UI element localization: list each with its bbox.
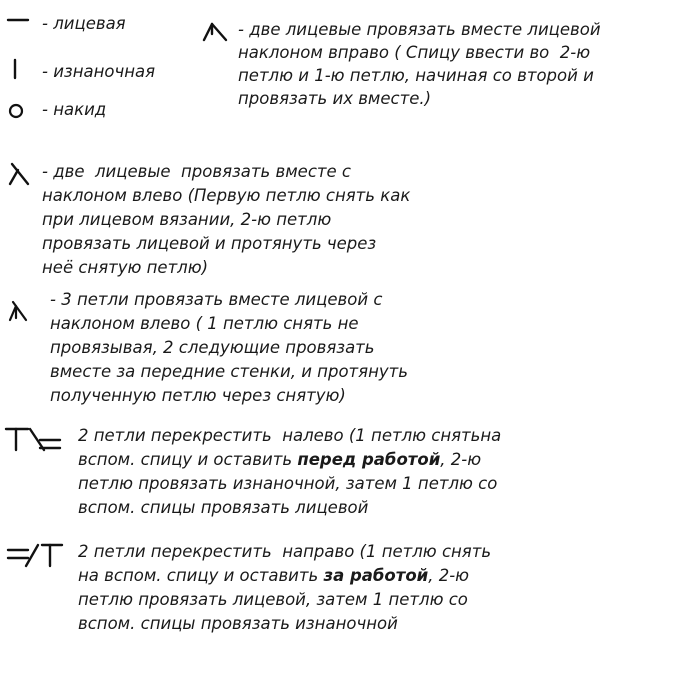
purl-label: - изнаночная (42, 62, 156, 81)
cross-right-line-4: вспом. спицы провязать изнаночной (78, 614, 398, 633)
cross-left-line-2-end: , 2-ю (440, 450, 482, 469)
cross-left-line-1: 2 петли перекрестить налево (1 петлю снятьна (78, 426, 502, 445)
k3tog-left-line-5: полученную петлю через снятую) (50, 386, 346, 405)
k2tog-right-line-4: провязать их вместе.) (238, 89, 432, 108)
cross-left-line-4: вспом. спицы провязать лицевой (78, 498, 369, 517)
k2tog-left-line-3: при лицевом вязании, 2-ю петлю (42, 210, 332, 229)
k3tog-left-line-2: наклоном влево ( 1 петлю снять не (50, 314, 359, 333)
k3tog-left-line-3: провязывая, 2 следующие провязать (50, 338, 375, 357)
cross-left-line-2-start: вспом. спицу и оставить (78, 450, 298, 469)
k3tog-left-line-4: вместе за передние стенки, и протянуть (50, 362, 408, 381)
cross-right-line-2-end: , 2-ю (428, 566, 470, 585)
cross-right-line-3: петлю провязать лицевой, затем 1 петлю со (78, 590, 468, 609)
cross-left-emphasis: перед работой (297, 450, 441, 469)
vertical-bar-icon (9, 58, 21, 80)
cross-right-icon (4, 540, 64, 570)
k2tog-right-line-2: наклоном вправо ( Спицу ввести во 2-ю (238, 43, 591, 62)
cross-left-icon (4, 424, 62, 454)
cross-right-emphasis: за работой (323, 566, 429, 585)
cross-left-line-3: петлю провязать изнаночной, затем 1 петлю со (78, 474, 498, 493)
k2tog-right-lean-icon (198, 18, 232, 46)
cross-right-line-2 (78, 564, 469, 587)
k2tog-left-line-1: - две лицевые провязать вместе с (42, 162, 351, 181)
cross-left-line-2 (78, 448, 481, 471)
knit-label: - лицевая (42, 14, 126, 33)
k2tog-left-line-4: провязать лицевой и протянуть через (42, 234, 377, 253)
cross-right-line-1: 2 петли перекрестить направо (1 петлю снять (78, 542, 492, 561)
cross-right-line-2-start: на вспом. спицу и оставить (78, 566, 324, 585)
horizontal-dash-icon (6, 14, 30, 26)
circle-icon (7, 102, 25, 120)
k2tog-right-line-3: петлю и 1-ю петлю, начиная со второй и (238, 66, 594, 85)
k2tog-left-line-5: неё снятую петлю) (42, 258, 209, 277)
k2tog-right-line-1: - две лицевые провязать вместе лицевой (238, 20, 601, 39)
lambda-left-lean-icon (4, 160, 34, 188)
three-together-left-icon (4, 298, 30, 324)
yarn-over-label: - накид (42, 100, 107, 119)
k3tog-left-line-1: - 3 петли провязать вместе лицевой с (50, 290, 383, 309)
k2tog-left-line-2: наклоном влево (Первую петлю снять как (42, 186, 411, 205)
